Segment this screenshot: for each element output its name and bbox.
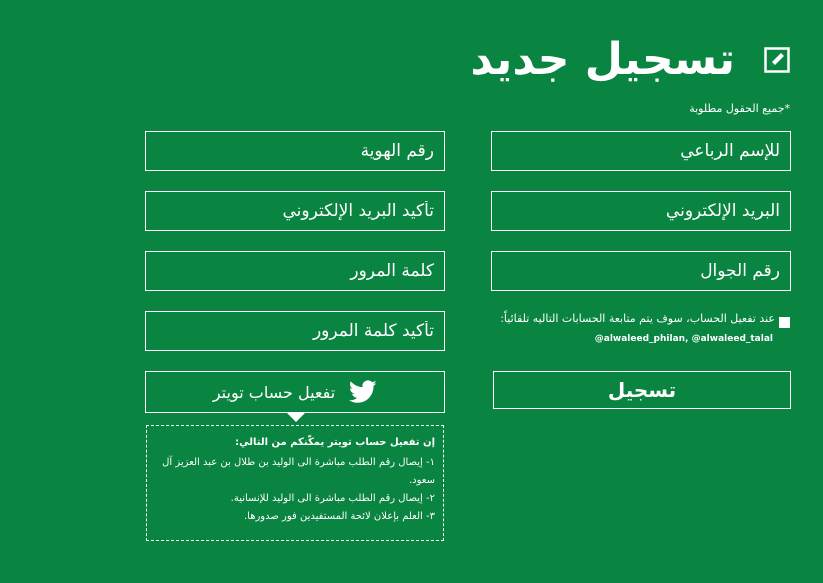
id-number-input[interactable]	[145, 131, 445, 171]
follow-notice: عند تفعيل الحساب، سوف يتم متابعة الحسابات التاليه تلقائياً:	[500, 312, 775, 325]
register-button[interactable]: تسجيل	[493, 371, 791, 409]
email-confirm-input[interactable]	[145, 191, 445, 231]
mobile-input[interactable]	[491, 251, 791, 291]
twitter-bird-icon	[349, 380, 377, 404]
benefit-item: ١- إيصال رقم الطلب مباشرة الى الوليد بن طلال بن عبد العزيز آل سعود.	[162, 457, 435, 486]
benefit-item: ٢- إيصال رقم الطلب مباشرة الى الوليد للإنسانية.	[230, 493, 435, 504]
follow-accounts-checkbox[interactable]	[779, 317, 790, 328]
activate-twitter-label: تفعيل حساب تويتر	[212, 382, 336, 402]
twitter-benefits-box	[146, 425, 444, 541]
benefit-item: ٣- العلم بإعلان لائحة المستفيدين فور صدورها.	[243, 511, 435, 522]
edit-icon	[764, 47, 790, 73]
activate-twitter-button[interactable]	[145, 371, 445, 413]
twitter-handles: @alwaleed_philan, @alwaleed_talal	[594, 334, 773, 344]
password-confirm-input[interactable]	[145, 311, 445, 351]
tooltip-arrow	[287, 413, 305, 422]
required-fields-note: *جميع الحقول مطلوبة	[689, 102, 790, 115]
password-input[interactable]	[145, 251, 445, 291]
page-title: تسجيل جديد	[470, 34, 735, 85]
benefits-title: إن تفعيل حساب تويتر يمكّنكم من التالي:	[235, 437, 435, 448]
email-input[interactable]	[491, 191, 791, 231]
full-name-input[interactable]	[491, 131, 791, 171]
